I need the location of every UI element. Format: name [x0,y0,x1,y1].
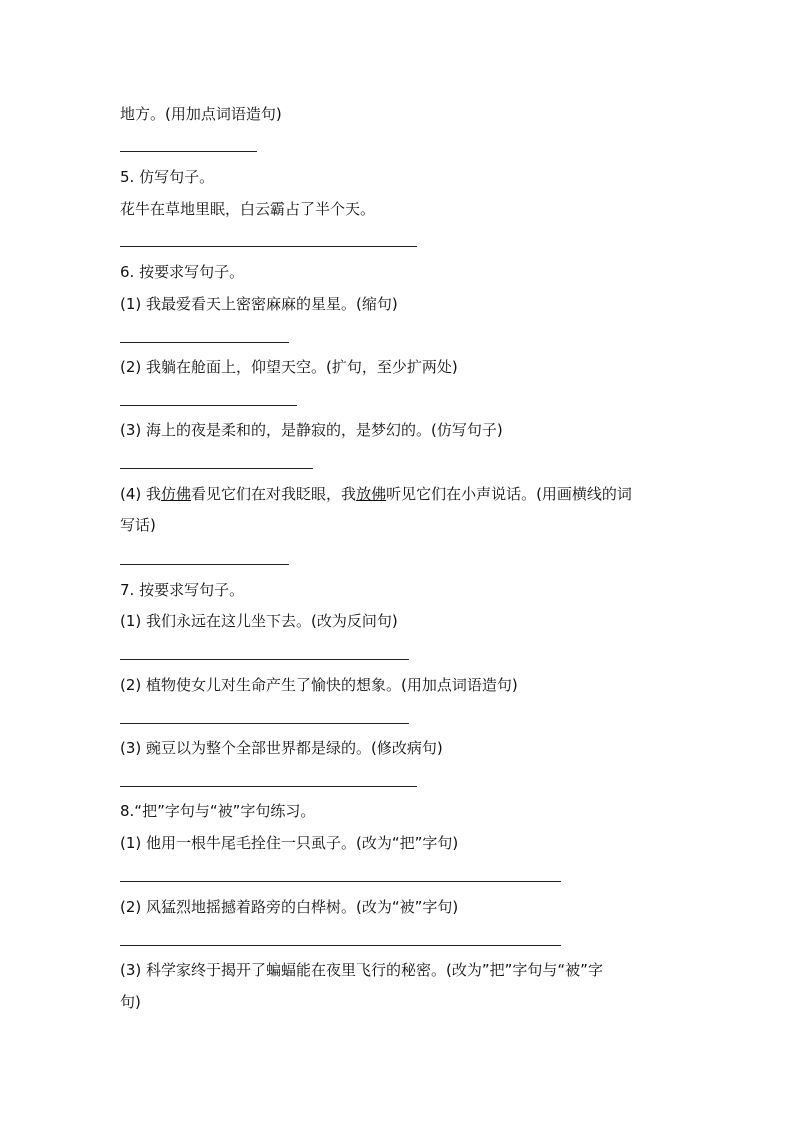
q7-heading: 7. 按要求写句子。 [120,581,245,599]
q6-4-prompt [120,484,632,504]
answer-line-q7-2[interactable] [120,723,409,724]
answer-line-q7-3[interactable] [120,786,417,787]
q6-4-text-a: (4) 我 [120,485,162,503]
q5-heading: 5. 仿写句子。 [120,168,215,186]
q8-3-prompt: (3) 科学家终于揭开了蝙蝠能在夜里飞行的秘密。(改为”把”字句与“被”字 [120,961,603,979]
q8-3-prompt-continued: 句) [120,993,141,1011]
q7-3-prompt: (3) 豌豆以为整个全部世界都是绿的。(修改病句) [120,739,443,757]
q8-heading: 8.“把”字句与“被”字句练习。 [120,802,316,820]
answer-line-q6-4[interactable] [120,564,289,565]
q6-4-text-c: 听见它们在小声说话。(用画横线的词 [386,485,632,503]
q7-2-prompt: (2) 植物使女儿对生命产生了愉快的想象。(用加点词语造句) [120,676,518,694]
q8-1-prompt: (1) 他用一根牛尾毛拴住一只虱子。(改为“把”字句) [120,834,459,852]
q5-sample-sentence: 花牛在草地里眠，白云霸占了半个天。 [120,200,376,218]
answer-line-q6-3[interactable] [120,468,313,469]
answer-line-q6-1[interactable] [120,342,289,343]
q4-continuation-text: 地方。(用加点词语造句) [120,105,282,123]
answer-line-q7-1[interactable] [120,659,409,660]
q6-4-text-b: 看见它们在对我眨眼，我 [191,485,357,503]
underlined-word-fangfu-2: 放佛 [356,485,387,503]
answer-line-q8-2[interactable] [120,945,561,946]
answer-line-q4[interactable] [120,151,257,152]
q6-3-prompt: (3) 海上的夜是柔和的，是静寂的，是梦幻的。(仿写句子) [120,421,503,439]
underlined-word-fangfu-1: 仿佛 [161,485,192,503]
answer-line-q6-2[interactable] [120,405,297,406]
q6-4-prompt-continued: 写话) [120,516,156,534]
q6-heading: 6. 按要求写句子。 [120,263,245,281]
answer-line-q5[interactable] [120,246,417,247]
q7-1-prompt: (1) 我们永远在这儿坐下去。(改为反问句) [120,612,398,630]
answer-line-q8-1[interactable] [120,881,561,882]
q6-2-prompt: (2) 我躺在舱面上，仰望天空。(扩句，至少扩两处) [120,358,458,376]
q8-2-prompt: (2) 风猛烈地摇撼着路旁的白桦树。(改为“被”字句) [120,898,459,916]
q6-1-prompt: (1) 我最爱看天上密密麻麻的星星。(缩句) [120,295,398,313]
